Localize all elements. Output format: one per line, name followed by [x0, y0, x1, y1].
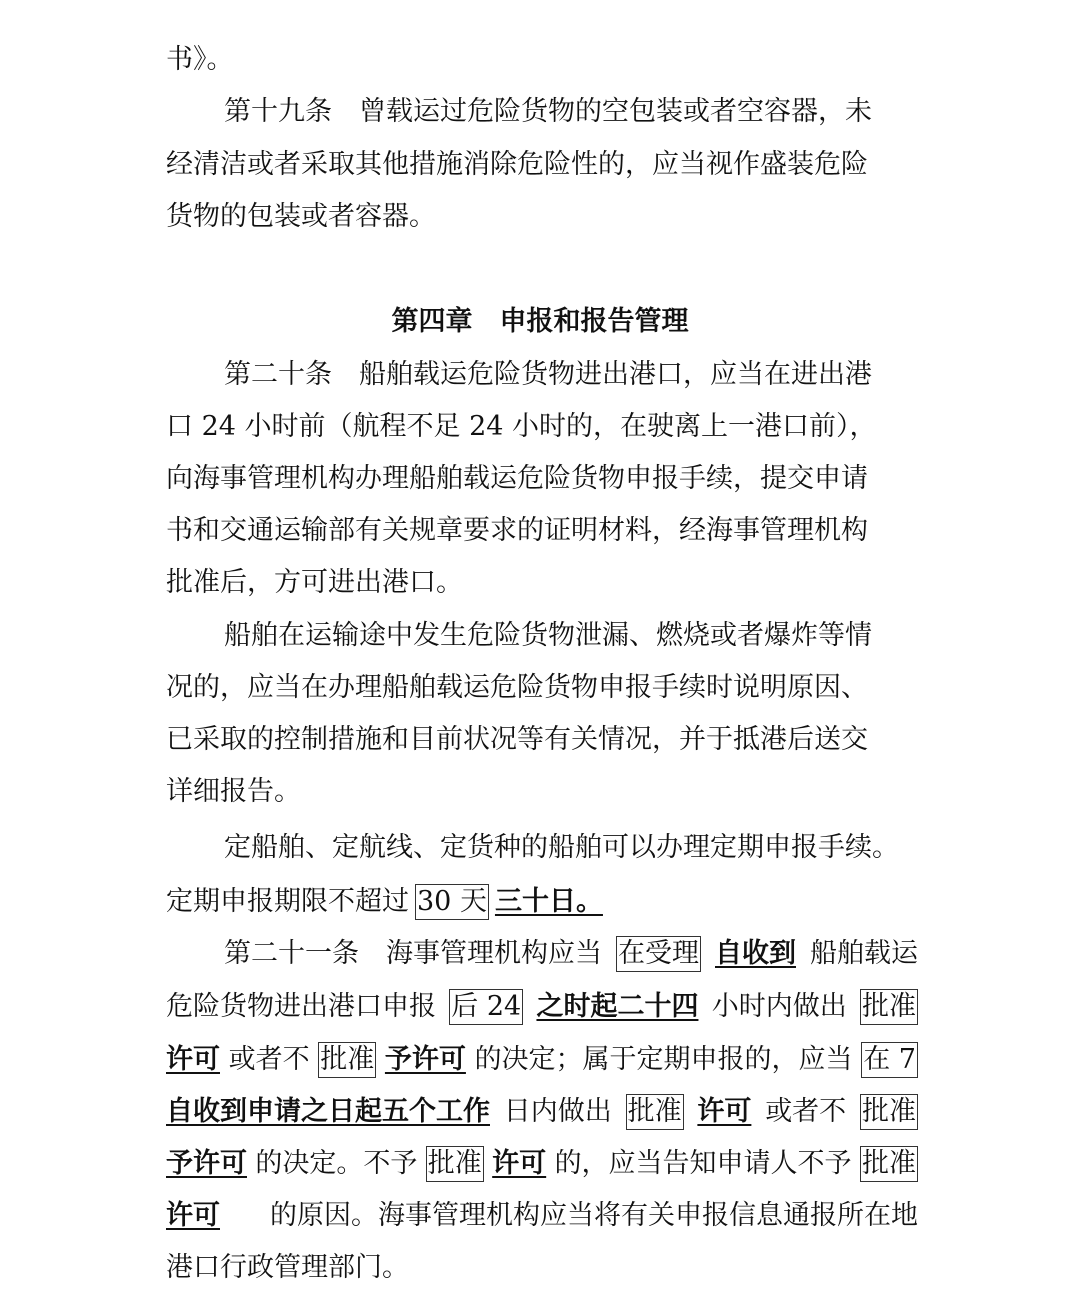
line-text: 书和交通运输部有关规章要求的证明材料，经海事管理机构 [166, 515, 868, 546]
text-line [166, 882, 918, 922]
text-line [166, 772, 918, 812]
deleted-text: 批准 [426, 1146, 484, 1182]
line-text: 或者不 [765, 1096, 847, 1127]
line-text: 第二十条 船舶载运危险货物进出港口，应当在进出港 [224, 359, 872, 390]
text-line [166, 1248, 918, 1288]
deleted-text: 批准 [860, 1146, 918, 1182]
line-text: 危险货物进出港口申报 [166, 991, 436, 1022]
inserted-text: 许可 [166, 1044, 220, 1075]
deleted-text: 批准 [860, 989, 918, 1025]
article-21-line [224, 934, 918, 974]
deleted-text: 30 天 [415, 884, 489, 920]
text-line [224, 828, 918, 868]
line-text: 的，应当告知申请人不予 [554, 1148, 852, 1179]
text-line [166, 407, 918, 447]
line-text: 定期申报期限不超过 [166, 886, 409, 917]
line-text: 货物的包装或者容器。 [166, 201, 436, 232]
line-text: 的决定；属于定期申报的，应当 [474, 1044, 853, 1075]
text-line [166, 1040, 918, 1080]
text-line [166, 145, 918, 185]
line-text: 船舶在运输途中发生危险货物泄漏、燃烧或者爆炸等情 [224, 620, 872, 651]
deleted-text: 批准 [626, 1094, 684, 1130]
line-text: 口 24 小时前（航程不足 24 小时的，在驶离上一港口前）， [166, 411, 877, 442]
inserted-text: 自收到 [715, 938, 796, 969]
line-text: 第二十一条 海事管理机构应当 [224, 938, 602, 969]
line-text: 小时内做出 [711, 991, 847, 1022]
line-text: 已采取的控制措施和目前状况等有关情况，并于抵港后送交 [166, 724, 868, 755]
deleted-text: 在受理 [616, 936, 701, 972]
text-line [166, 1144, 918, 1184]
deleted-text: 在 7 [861, 1042, 918, 1078]
line-text: 的决定。不予 [255, 1148, 418, 1179]
line-text: 日内做出 [503, 1096, 612, 1127]
line-text: 或者不 [228, 1044, 310, 1075]
text-line [166, 1092, 918, 1132]
text-line [166, 197, 918, 237]
chapter-heading: 第四章 申报和报告管理 [391, 306, 689, 337]
line-text: 定船舶、定航线、定货种的船舶可以办理定期申报手续。 [224, 832, 899, 863]
text-line [166, 1196, 918, 1236]
inserted-text: 之时起二十四 [536, 991, 699, 1022]
line-text: 向海事管理机构办理船舶载运危险货物申报手续，提交申请 [166, 463, 868, 494]
deleted-text: 批准 [860, 1094, 918, 1130]
deleted-text: 后 24 [449, 989, 523, 1025]
article-20-line [224, 355, 918, 395]
line-text: 书》。 [166, 44, 234, 75]
inserted-text: 许可 [166, 1200, 220, 1231]
deleted-text: 批准 [318, 1042, 376, 1078]
line-text: 的原因。海事管理机构应当将有关申报信息通报所在地 [270, 1200, 918, 1231]
line-text: 批准后，方可进出港口。 [166, 567, 463, 598]
inserted-text: 许可 [697, 1096, 752, 1127]
text-line [166, 563, 918, 603]
line-text: 况的，应当在办理船舶载运危险货物申报手续时说明原因、 [166, 672, 868, 703]
line-text: 船舶载运 [810, 938, 918, 969]
inserted-text: 自收到申请之日起五个工作 [166, 1096, 490, 1127]
line-text: 港口行政管理部门。 [166, 1252, 409, 1283]
text-line [224, 616, 918, 656]
text-line [166, 668, 918, 708]
text-line [166, 40, 918, 80]
text-line [166, 459, 918, 499]
article-19-line [224, 92, 918, 132]
inserted-text: 许可 [492, 1148, 547, 1179]
line-text: 详细报告。 [166, 776, 301, 807]
text-line [166, 987, 918, 1027]
line-text: 经清洁或者采取其他措施消除危险性的，应当视作盛装危险 [166, 149, 868, 180]
text-line [166, 511, 918, 551]
text-line [166, 720, 918, 760]
inserted-text: 予许可 [166, 1148, 247, 1179]
inserted-text: 予许可 [384, 1044, 466, 1075]
line-text: 第十九条 曾载运过危险货物的空包装或者空容器，未 [224, 96, 872, 127]
inserted-text: 三十日。 [494, 886, 603, 917]
